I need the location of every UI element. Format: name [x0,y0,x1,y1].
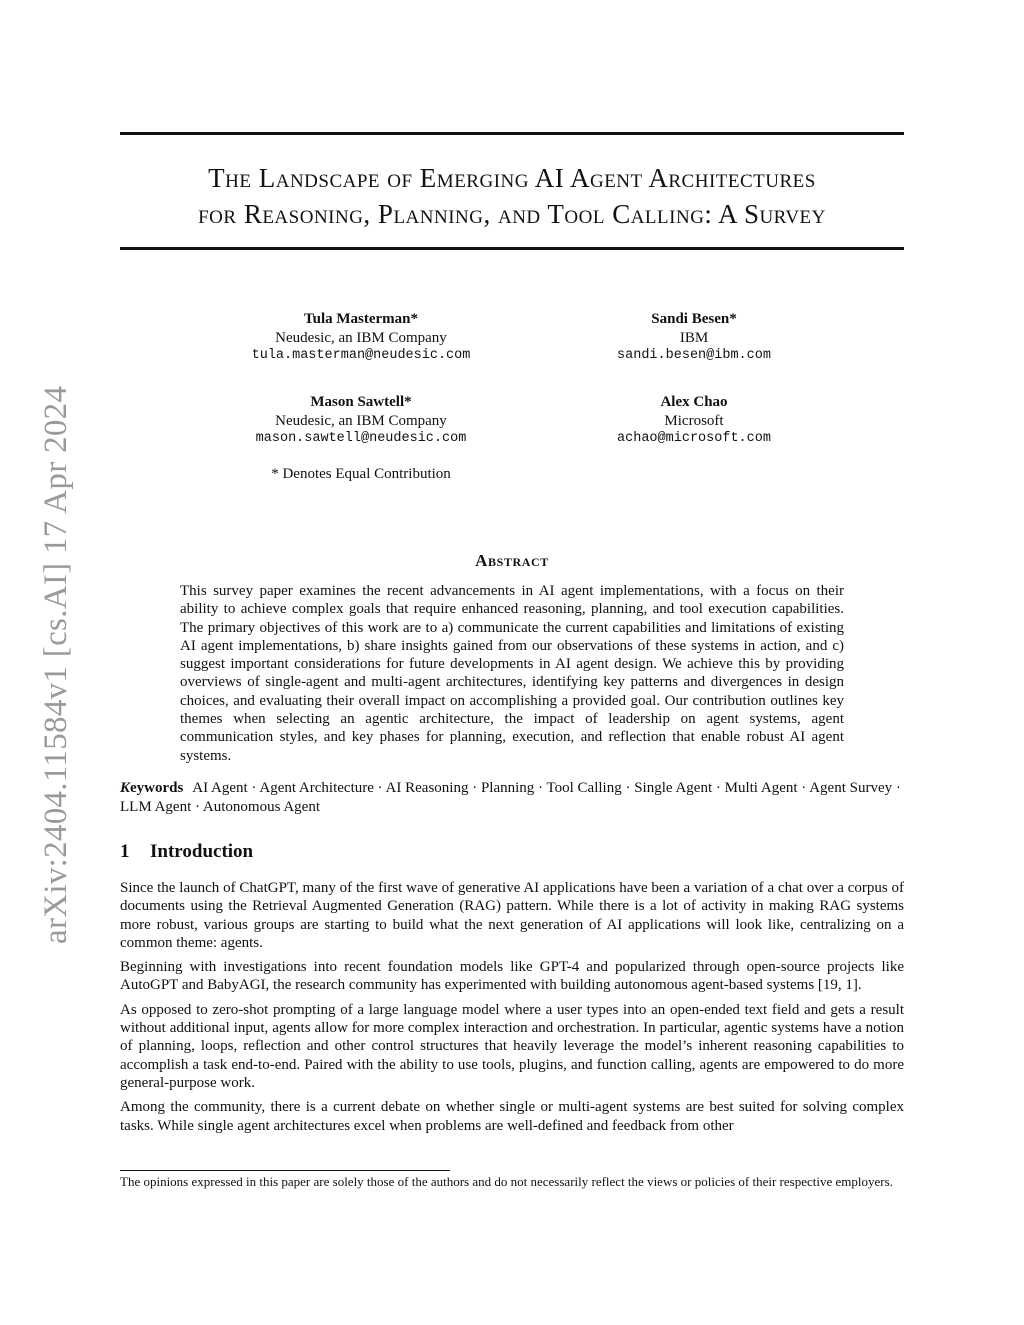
author-block [171,393,551,449]
title-line-1: The Landscape of Emerging AI Agent Architectures [208,163,816,193]
keywords-text: AI Agent · Agent Architecture · AI Reasoning · Planning · Tool Calling · Single Agent · Multi Agent · Agent Survey · LLM Agent · Autonomous Agent [120,780,901,815]
paper-title [120,160,904,232]
author-name: Mason Sawtell* [310,394,412,410]
author-block [504,393,884,449]
abstract-heading: Abstract [475,551,549,570]
paragraph: Since the launch of ChatGPT, many of the first wave of generative AI applications have been a variation of a chat over a corpus of documents using the Retrieval Augmented Generation (RAG) pattern. While there is a lot of activity in making RAG systems more robust, various groups are starting to build what the next generation of AI applications will look like, centralizing on a common theme: agents. [120,880,904,951]
section-number: 1 [120,841,130,862]
title-top-rule [120,132,904,135]
paragraph: Beginning with investigations into recent foundation models like GPT-4 and popularized through open-source projects like AutoGPT and BabyAGI, the research community has experimented with building autonomous agent-based systems [19, 1]. [120,959,904,994]
title-line-2: for Reasoning, Planning, and Tool Calling: A Survey [198,199,826,229]
introduction-body [120,879,904,1141]
section-title: Introduction [150,841,254,862]
section-heading [120,841,253,863]
paragraph: Among the community, there is a current debate on whether single or multi-agent systems are best suited for solving complex tasks. While single agent architectures excel when problems are well-defined and feedback from other [120,1099,904,1134]
author-name: Alex Chao [660,394,728,410]
footnote-rule [120,1170,450,1171]
author-email[interactable]: sandi.besen@ibm.com [617,348,771,363]
author-affiliation: IBM [679,329,709,346]
paragraph: As opposed to zero-shot prompting of a large language model where a user types into an open-ended text field and gets a result without additional input, agents allow for more complex interaction and orchestration. In particular, agentic systems have a notion of planning, loops, reflection and other control structures that heavily leverage the model’s inherent reasoning capabilities to accomplish a task end-to-end. Paired with the ability to use tools, plugins, and function calling, agents are empowered to do more general-purpose work. [120,1001,904,1091]
title-bottom-rule [120,247,904,250]
abstract-body: This survey paper examines the recent advancements in AI agent implementations, with a focus on their ability to achieve complex goals that require enhanced reasoning, planning, and tool execution capabilities. The primary objectives of this work are to a) communicate the current capabilities and limitations of existing AI agent implementations, b) share insights gained from our observations of these systems in action, and c) suggest important considerations for future developments in AI agent design. We achieve this by providing overviews of single-agent and multi-agent architectures, identifying key patterns and divergences in design choices, and evaluating their overall impact on accomplishing a provided goal. Our contribution outlines key themes when selecting an agentic architecture, the impact of leadership on agent systems, agent communication styles, and key phases for planning, execution, and reflection that enable robust AI agent systems. [180,583,844,764]
keywords-label: Keywords [120,780,184,796]
keywords [120,779,904,816]
arxiv-stamp: arXiv:2404.11584v1 [cs.AI] 17 Apr 2024 [38,385,74,944]
author-affiliation: Microsoft [664,412,724,429]
equal-contribution-note: * Denotes Equal Contribution [271,466,451,482]
author-email[interactable]: mason.sawtell@neudesic.com [255,431,467,446]
author-email[interactable]: achao@microsoft.com [617,431,771,446]
footnote: The opinions expressed in this paper are solely those of the authors and do not necessarily reflect the views or policies of their respective employers. [120,1174,893,1189]
author-affiliation: Neudesic, an IBM Company [275,412,447,429]
author-email[interactable]: tula.masterman@neudesic.com [251,348,471,363]
author-block [504,310,884,366]
author-name: Tula Masterman* [303,311,419,327]
author-name: Sandi Besen* [651,311,737,327]
author-affiliation: Neudesic, an IBM Company [275,329,447,346]
author-block [171,310,551,366]
